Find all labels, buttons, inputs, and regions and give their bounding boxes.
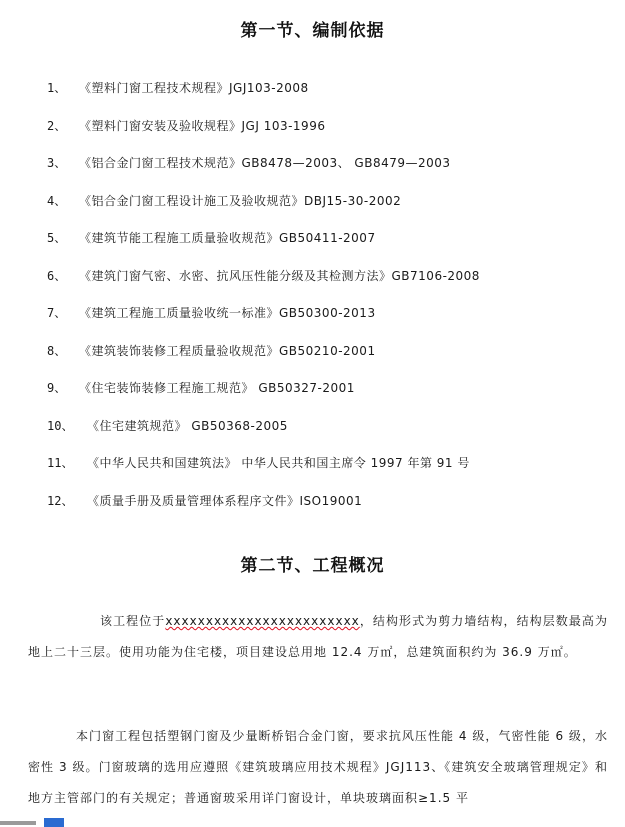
reference-text: 《塑料门窗安装及验收规程》JGJ 103-1996 bbox=[79, 118, 326, 133]
project-location: xxxxxxxxxxxxxxxxxxxxxxxx bbox=[165, 614, 360, 628]
reference-item bbox=[0, 78, 625, 116]
footer-watermark bbox=[0, 818, 300, 827]
section-title-overview: 第二节、工程概况 bbox=[240, 556, 385, 576]
reference-number: 12、 bbox=[47, 493, 74, 508]
footer-mark bbox=[0, 821, 36, 825]
reference-list bbox=[0, 78, 625, 528]
reference-text: 《中华人民共和国建筑法》 中华人民共和国主席令 1997 年第 91 号 bbox=[87, 456, 470, 470]
reference-item bbox=[0, 453, 625, 491]
overview-text: 该工程位于 bbox=[100, 614, 166, 628]
reference-text: 《建筑工程施工质量验收统一标准》GB50300-2013 bbox=[79, 306, 376, 320]
reference-item bbox=[0, 191, 625, 229]
reference-number: 4、 bbox=[47, 193, 67, 208]
reference-number: 7、 bbox=[47, 306, 67, 320]
reference-number: 2、 bbox=[47, 118, 67, 133]
footer-logo-icon bbox=[44, 818, 64, 827]
reference-number: 1、 bbox=[47, 81, 67, 95]
reference-item bbox=[0, 153, 625, 191]
reference-number: 11、 bbox=[47, 456, 74, 470]
reference-item bbox=[0, 228, 625, 266]
reference-number: 9、 bbox=[47, 381, 67, 395]
overview-paragraph-2: 本门窗工程包括塑钢门窗及少量断桥铝合金门窗，要求抗风压性能 4 级，气密性能 6 级，水密性 3 级。门窗玻璃的选用应遵照《建筑玻璃应用技术规程》JGJ113、《建筑安全玻璃管理规定》和地方主管部门的有关规定；普通窗玻采用详门窗设计，单块玻璃面积≥1.5 平 bbox=[28, 729, 608, 805]
reference-text: 《质量手册及质量管理体系程序文件》ISO19001 bbox=[87, 493, 363, 508]
reference-item bbox=[0, 341, 625, 379]
reference-item bbox=[0, 416, 625, 454]
reference-item bbox=[0, 303, 625, 341]
reference-text: 《建筑节能工程施工质量验收规范》GB50411-2007 bbox=[79, 231, 376, 245]
reference-number: 8、 bbox=[47, 343, 67, 358]
reference-number: 6、 bbox=[47, 268, 67, 283]
reference-item bbox=[0, 491, 625, 529]
reference-text: 《塑料门窗工程技术规程》JGJ103-2008 bbox=[79, 81, 309, 95]
reference-text: 《铝合金门窗工程技术规范》GB8478—2003、 GB8479—2003 bbox=[79, 156, 451, 170]
reference-item bbox=[0, 116, 625, 154]
reference-number: 5、 bbox=[47, 231, 67, 245]
reference-text: 《住宅装饰装修工程施工规范》 GB50327-2001 bbox=[79, 381, 355, 395]
reference-text: 《住宅建筑规范》 GB50368-2005 bbox=[87, 418, 288, 433]
overview-paragraph-1 bbox=[28, 606, 608, 668]
reference-number: 3、 bbox=[47, 156, 67, 170]
reference-item bbox=[0, 378, 625, 416]
overview-text: ，结构形式为剪力墙结构，结构层数最高为地上二十三层。使用功能为住宅楼，项目建设总用地 12.4 万㎡，总建筑面积约为 36.9 万㎡。 bbox=[28, 614, 608, 659]
reference-text: 《铝合金门窗工程设计施工及验收规范》DBJ15-30-2002 bbox=[79, 193, 402, 208]
section-title-basis: 第一节、编制依据 bbox=[240, 21, 385, 41]
reference-item bbox=[0, 266, 625, 304]
reference-text: 《建筑门窗气密、水密、抗风压性能分级及其检测方法》GB7106-2008 bbox=[79, 268, 480, 283]
reference-text: 《建筑装饰装修工程质量验收规范》GB50210-2001 bbox=[79, 343, 376, 358]
reference-number: 10、 bbox=[47, 418, 74, 433]
